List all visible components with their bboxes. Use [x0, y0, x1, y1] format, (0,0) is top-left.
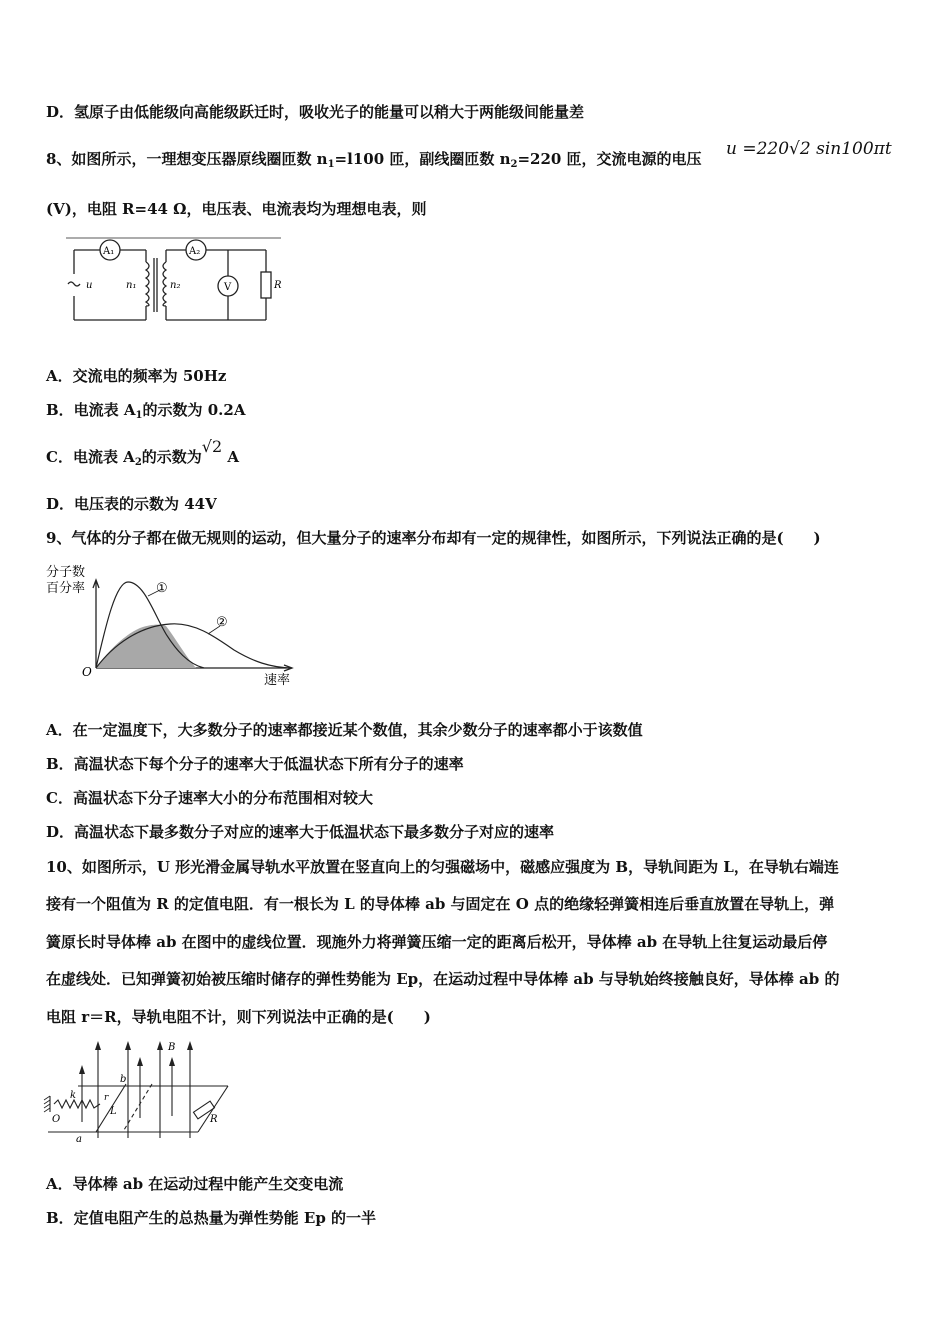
q8-voltmeter-label: V — [224, 282, 232, 293]
q10-o-label: O — [52, 1114, 61, 1125]
q9-speed-distribution-graph — [44, 564, 300, 690]
q8-option-c-value: √2 — [201, 437, 223, 456]
q8-n2-subscript: 2 — [510, 159, 518, 170]
q7-option-d: D．氢原子由低能级向高能级跃迁时，吸收光子的能量可以稍大于两能级间能量差 — [46, 103, 585, 121]
q9-stem: 9、气体的分子都在做无规则的运动，但大量分子的速率分布却有一定的规律性，如图所示，下列说法正确的是( ) — [46, 529, 821, 547]
q8-option-c-post: A — [222, 448, 240, 466]
q9-origin-label: O — [82, 665, 92, 679]
q10-stem-line4: 在虚线处．已知弹簧初始被压缩时储存的弹性势能为 Ep，在运动过程中导体棒 ab 与导轨始终接触良好，导体棒 ab 的 — [46, 970, 840, 988]
q10-stem-line1: 10、如图所示，U 形光滑金属导轨水平放置在竖直向上的匀强磁场中，磁感应强度为 B，导轨间距为 L，在导轨右端连 — [46, 858, 839, 876]
q8-source-u-label: u — [86, 280, 93, 291]
q8-stem-part2: =l100 匝，副线圈匝数 n — [334, 150, 511, 168]
q9-ylabel-line2: 百分率 — [46, 581, 86, 596]
q10-rail-figure — [40, 1038, 240, 1144]
q8-stem-part1: 8、如图所示，一理想变压器原线圈匝数 n — [46, 150, 328, 168]
q10-a-label: a — [76, 1134, 82, 1144]
q9-option-b: B．高温状态下每个分子的速率大于低温状态下所有分子的速率 — [46, 755, 464, 773]
q8-ammeter-a1-label: A₁ — [103, 246, 115, 257]
q9-ylabel-line1: 分子数 — [46, 565, 86, 580]
q10-b-label: B — [168, 1042, 176, 1053]
q10-stem-line3: 簧原长时导体棒 ab 在图中的虚线位置．现施外力将弹簧压缩一定的距离后松开，导体棒 ab 在导轨上往复运动最后停 — [46, 933, 828, 951]
q8-option-c-mid: 的示数为 — [141, 448, 202, 466]
q8-n1-label: n₁ — [126, 280, 137, 291]
q10-option-b: B．定值电阻产生的总热量为弹性势能 Ep 的一半 — [46, 1209, 377, 1227]
q10-stem-line5: 电阻 r＝R，导轨电阻不计，则下列说法中正确的是( ) — [46, 1008, 431, 1026]
q10-resistor-label: R — [210, 1114, 218, 1125]
q9-curve1-label: ① — [156, 581, 168, 596]
q9-option-d: D．高温状态下最多数分子对应的速率大于低温状态下最多数分子对应的速率 — [46, 823, 555, 841]
q10-r-label: r — [104, 1093, 109, 1103]
q8-option-b-sub: 1 — [135, 410, 143, 421]
q8-option-a: A．交流电的频率为 50Hz — [46, 367, 227, 385]
q8-stem-line1 — [46, 149, 702, 175]
q8-resistor-label: R — [274, 280, 282, 291]
q9-xlabel: 速率 — [264, 673, 291, 688]
q8-option-c — [46, 437, 240, 473]
q8-stem-part3: =220 匝，交流电源的电压 — [517, 150, 702, 168]
q8-option-b-post: 的示数为 0.2A — [142, 401, 246, 419]
q9-option-a: A．在一定温度下，大多数分子的速率都接近某个数值，其余少数分子的速率都小于该数值 — [46, 721, 643, 739]
q8-option-b — [46, 400, 245, 426]
q8-option-b-pre: B．电流表 A — [46, 401, 136, 419]
q9-option-c: C．高温状态下分子速率大小的分布范围相对较大 — [46, 789, 373, 807]
q8-n2-label: n₂ — [170, 280, 181, 291]
q10-option-a: A．导体棒 ab 在运动过程中能产生交变电流 — [46, 1175, 344, 1193]
q8-option-c-pre: C．电流表 A — [46, 448, 135, 466]
q10-stem-line2: 接有一个阻值为 R 的定值电阻．有一根长为 L 的导体棒 ab 与固定在 O 点的绝缘轻弹簧相连后垂直放置在导轨上，弹 — [46, 895, 835, 913]
q8-n1-subscript: 1 — [327, 159, 335, 170]
q8-option-d: D．电压表的示数为 44V — [46, 495, 217, 513]
q8-option-c-sub: 2 — [134, 457, 142, 468]
q8-ammeter-a2-label: A₂ — [189, 246, 201, 257]
q10-l-label: L — [110, 1106, 117, 1117]
q8-stem-line2: (V)，电阻 R=44 Ω，电压表、电流表均为理想电表，则 — [46, 200, 427, 218]
q9-curve2-label: ② — [216, 615, 228, 630]
q8-circuit-diagram — [66, 234, 286, 326]
q8-voltage-formula: u =220√2 sin100πt — [726, 139, 892, 159]
q10-k-label: k — [70, 1090, 77, 1101]
q10-b-end-label: b — [120, 1074, 127, 1085]
